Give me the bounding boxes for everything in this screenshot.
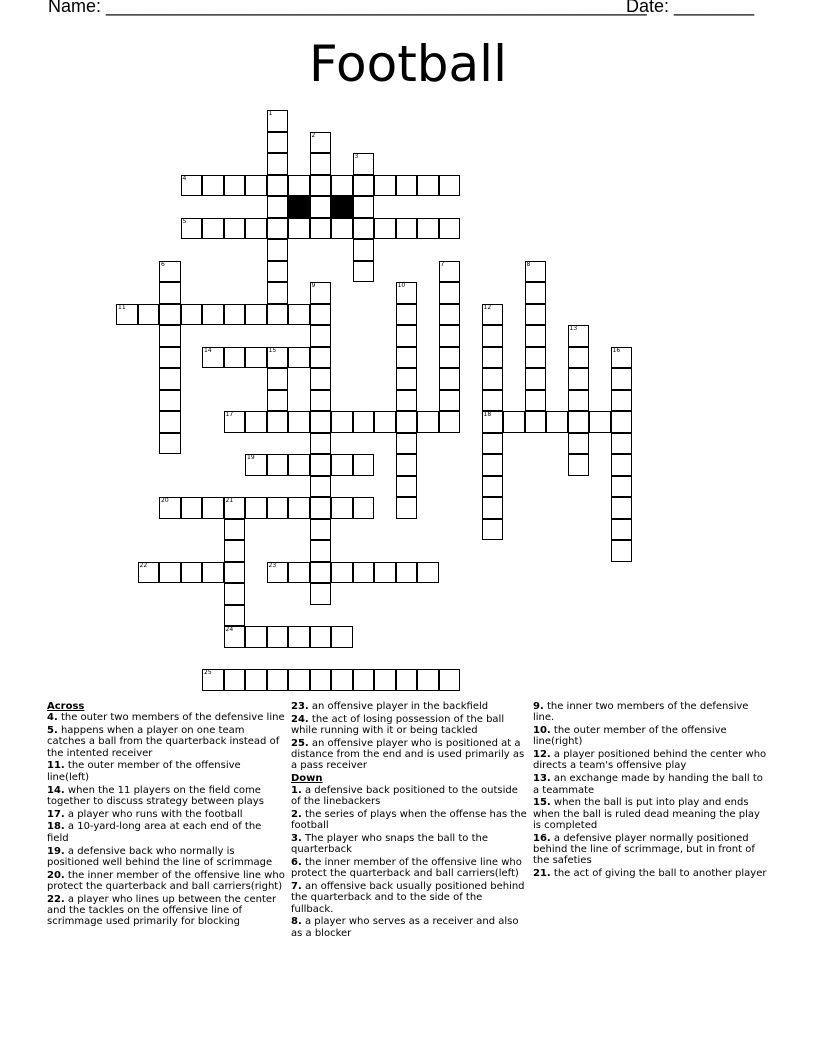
grid-cell[interactable] (310, 304, 332, 326)
grid-cell[interactable] (482, 411, 504, 433)
grid-cell[interactable] (224, 626, 246, 648)
grid-cell[interactable] (159, 368, 181, 390)
grid-cell[interactable] (482, 368, 504, 390)
grid-cell[interactable] (525, 282, 547, 304)
grid-cell[interactable] (310, 325, 332, 347)
grid-cell[interactable] (353, 261, 375, 283)
grid-cell[interactable] (310, 669, 332, 691)
down-heading: Down (291, 773, 323, 785)
grid-cell[interactable] (245, 218, 267, 240)
grid-cell[interactable] (546, 411, 568, 433)
grid-cell[interactable] (224, 304, 246, 326)
grid-cell[interactable] (288, 411, 310, 433)
date-field-label[interactable]: Date: ________ (626, 0, 755, 16)
clue-across-18: 18. a 10-yard-long area at each end of the field (47, 821, 262, 844)
grid-cell[interactable] (202, 497, 224, 519)
grid-cell[interactable] (224, 519, 246, 541)
grid-cell[interactable] (525, 368, 547, 390)
grid-cell[interactable] (310, 583, 332, 605)
black-square (288, 196, 310, 218)
grid-cell[interactable] (159, 433, 181, 455)
grid-cell[interactable] (267, 497, 289, 519)
grid-cell[interactable] (202, 562, 224, 584)
grid-cell[interactable] (611, 390, 633, 412)
grid-cell[interactable] (353, 562, 375, 584)
grid-cell[interactable] (159, 411, 181, 433)
grid-cell[interactable] (439, 368, 461, 390)
grid-cell[interactable] (310, 626, 332, 648)
clue-down-1: 1. a defensive back positioned to the outside of the linebackers (291, 784, 518, 807)
grid-cell[interactable] (245, 347, 267, 369)
grid-cell[interactable] (568, 347, 590, 369)
clue-number: 19 (247, 454, 255, 461)
grid-cell[interactable] (288, 497, 310, 519)
clue-number: 5 (182, 217, 187, 225)
clue-across-20: 20. the inner member of the offensive line who protect the quarterback and ball carriers(right) (47, 869, 285, 892)
grid-cell[interactable] (525, 325, 547, 347)
grid-cell[interactable] (525, 347, 547, 369)
grid-cell[interactable] (310, 540, 332, 562)
clue-across-23: 23. an offensive player in the backfield (291, 701, 489, 712)
grid-cell[interactable] (310, 454, 332, 476)
clue-down-3: 3. The player who snaps the ball to the quarterback (291, 832, 488, 856)
grid-cell[interactable] (245, 669, 267, 691)
grid-cell[interactable] (267, 110, 289, 132)
grid-cell[interactable] (181, 218, 203, 240)
grid-cell[interactable] (374, 218, 396, 240)
clue-number: 20 (161, 497, 169, 504)
page-title: Football (309, 35, 507, 93)
grid-cell[interactable] (116, 304, 138, 326)
clue-number: 3 (354, 153, 359, 160)
grid-cell[interactable] (181, 175, 203, 197)
clues-column-1 (47, 701, 285, 929)
grid-cell[interactable] (224, 562, 246, 584)
clue-number: 2 (311, 131, 316, 139)
grid-cell[interactable] (224, 347, 246, 369)
grid-cell[interactable] (353, 411, 375, 433)
grid-cell[interactable] (288, 218, 310, 240)
grid-cell[interactable] (267, 368, 289, 390)
grid-cell[interactable] (482, 433, 504, 455)
grid-cell[interactable] (396, 669, 418, 691)
clue-down-13: 13. an exchange made by handing the ball to a teammate (533, 773, 763, 796)
name-field-label[interactable]: Name: ______________________________________________________ (48, 0, 647, 16)
clue-across-19: 19. a defensive back who normally is positioned well behind the line of scrimmage (47, 845, 273, 868)
clue-number: 1 (268, 110, 273, 117)
grid-cell[interactable] (267, 218, 289, 240)
grid-cell[interactable] (525, 261, 547, 283)
grid-cell[interactable] (396, 282, 418, 304)
grid-cell[interactable] (310, 132, 332, 154)
grid-cell[interactable] (396, 368, 418, 390)
grid-cell[interactable] (482, 519, 504, 541)
clue-number: 12 (483, 303, 492, 311)
clue-across-22: 22. a player who lines up between the center and the tackles on the offensive line of scrimmage used primarily for blocking (47, 893, 277, 928)
grid-cell[interactable] (267, 153, 289, 175)
grid-cell[interactable] (181, 497, 203, 519)
grid-cell[interactable] (159, 261, 181, 283)
grid-cell[interactable] (310, 218, 332, 240)
grid-cell[interactable] (224, 605, 246, 627)
grid-cell[interactable] (331, 562, 353, 584)
clue-across-14: 14. when the 11 players on the field come together to discuss strategy between plays (47, 784, 264, 807)
grid-cell[interactable] (202, 304, 224, 326)
grid-cell[interactable] (310, 347, 332, 369)
grid-cell[interactable] (353, 454, 375, 476)
grid-cell[interactable] (525, 304, 547, 326)
grid-cell[interactable] (267, 282, 289, 304)
clue-number: 8 (526, 260, 531, 268)
grid-cell[interactable] (202, 347, 224, 369)
grid-cell[interactable] (482, 325, 504, 347)
grid-cell[interactable] (396, 175, 418, 197)
grid-cell[interactable] (396, 497, 418, 519)
grid-cell[interactable] (482, 347, 504, 369)
grid-cell[interactable] (396, 476, 418, 498)
grid-cell[interactable] (611, 411, 633, 433)
grid-cell[interactable] (267, 454, 289, 476)
grid-cell[interactable] (267, 261, 289, 283)
grid-cell[interactable] (331, 218, 353, 240)
grid-cell[interactable] (224, 218, 246, 240)
grid-cell[interactable] (159, 562, 181, 584)
clue-number: 22 (139, 561, 148, 569)
grid-cell[interactable] (331, 454, 353, 476)
grid-cell[interactable] (439, 261, 461, 283)
grid-cell[interactable] (267, 239, 289, 261)
grid-cell[interactable] (245, 454, 267, 476)
grid-cell[interactable] (439, 282, 461, 304)
grid-cell[interactable] (439, 325, 461, 347)
grid-cell[interactable] (374, 562, 396, 584)
grid-cell[interactable] (310, 519, 332, 541)
grid-cell[interactable] (353, 669, 375, 691)
clue-down-21: 21. the act of giving the ball to another player (533, 868, 767, 880)
grid-cell[interactable] (202, 218, 224, 240)
grid-cell[interactable] (568, 411, 590, 433)
grid-cell[interactable] (245, 304, 267, 326)
grid-cell[interactable] (568, 454, 590, 476)
grid-cell[interactable] (138, 562, 160, 584)
grid-cell[interactable] (310, 433, 332, 455)
grid-cell[interactable] (310, 368, 332, 390)
grid-cell[interactable] (159, 390, 181, 412)
clue-across-17: 17. a player who runs with the football (47, 808, 243, 820)
clue-number: 9 (311, 282, 316, 289)
grid-cell[interactable] (417, 562, 439, 584)
clue-down-6: 6. the inner member of the offensive line who protect the quarterback and ball carriers(left) (291, 856, 522, 880)
grid-cell[interactable] (568, 325, 590, 347)
clue-number: 10 (397, 282, 406, 289)
grid-cell[interactable] (439, 669, 461, 691)
grid-cell[interactable] (267, 390, 289, 412)
grid-cell[interactable] (267, 347, 289, 369)
grid-cell[interactable] (353, 239, 375, 261)
grid-cell[interactable] (310, 411, 332, 433)
grid-cell[interactable] (138, 304, 160, 326)
grid-cell[interactable] (396, 347, 418, 369)
grid-cell[interactable] (374, 175, 396, 197)
grid-cell[interactable] (245, 626, 267, 648)
grid-cell[interactable] (310, 282, 332, 304)
grid-cell[interactable] (267, 626, 289, 648)
clue-number: 17 (225, 411, 234, 418)
grid-cell[interactable] (331, 497, 353, 519)
grid-cell[interactable] (159, 304, 181, 326)
grid-cell[interactable] (267, 562, 289, 584)
grid-cell[interactable] (245, 497, 267, 519)
grid-cell[interactable] (331, 626, 353, 648)
grid-cell[interactable] (267, 196, 289, 218)
clues-column-2 (291, 701, 527, 940)
grid-cell[interactable] (525, 390, 547, 412)
grid-cell[interactable] (353, 196, 375, 218)
grid-cell[interactable] (396, 325, 418, 347)
grid-cell[interactable] (288, 626, 310, 648)
grid-cell[interactable] (224, 669, 246, 691)
clue-number: 14 (204, 346, 212, 354)
grid-cell[interactable] (374, 669, 396, 691)
grid-cell[interactable] (417, 218, 439, 240)
grid-cell[interactable] (396, 218, 418, 240)
clue-number: 16 (612, 346, 621, 354)
grid-cell[interactable] (353, 153, 375, 175)
grid-cell[interactable] (439, 390, 461, 412)
grid-cell[interactable] (310, 476, 332, 498)
grid-cell[interactable] (202, 175, 224, 197)
clue-number: 11 (118, 303, 126, 311)
grid-cell[interactable] (331, 175, 353, 197)
grid-cell[interactable] (267, 669, 289, 691)
clue-number: 15 (268, 346, 277, 354)
grid-cell[interactable] (353, 218, 375, 240)
clue-across-11: 11. the outer member of the offensive line(left) (47, 760, 241, 783)
grid-cell[interactable] (439, 175, 461, 197)
clue-down-8: 8. a player who serves as a receiver and also as a blocker (291, 916, 519, 939)
clue-number: 18 (483, 411, 492, 418)
grid-cell[interactable] (417, 175, 439, 197)
grid-cell[interactable] (310, 153, 332, 175)
clue-across-25: 25. an offensive player who is positioned at a distance from the end and is used primarily as a pass receiver (291, 737, 525, 772)
grid-cell[interactable] (181, 562, 203, 584)
grid-cell[interactable] (245, 411, 267, 433)
grid-cell[interactable] (611, 347, 633, 369)
clue-number: 25 (204, 669, 212, 676)
clue-number: 4 (182, 174, 187, 182)
grid-cell[interactable] (396, 454, 418, 476)
grid-cell[interactable] (224, 411, 246, 433)
grid-cell[interactable] (374, 411, 396, 433)
grid-cell[interactable] (439, 347, 461, 369)
grid-cell[interactable] (417, 411, 439, 433)
grid-cell[interactable] (159, 347, 181, 369)
clue-number: 21 (225, 497, 234, 504)
grid-cell[interactable] (331, 411, 353, 433)
grid-cell[interactable] (288, 669, 310, 691)
grid-cell[interactable] (439, 411, 461, 433)
grid-cell[interactable] (159, 325, 181, 347)
grid-cell[interactable] (267, 411, 289, 433)
clue-down-2: 2. the series of plays when the offense has the football (291, 808, 527, 831)
grid-cell[interactable] (482, 304, 504, 326)
grid-cell[interactable] (568, 368, 590, 390)
grid-cell[interactable] (396, 433, 418, 455)
grid-cell[interactable] (224, 497, 246, 519)
grid-cell[interactable] (396, 390, 418, 412)
grid-cell[interactable] (245, 175, 267, 197)
clue-down-12: 12. a player positioned behind the center who directs a team's offensive play (533, 749, 767, 772)
grid-cell[interactable] (568, 433, 590, 455)
grid-cell[interactable] (482, 454, 504, 476)
grid-cell[interactable] (288, 454, 310, 476)
grid-cell[interactable] (396, 304, 418, 326)
grid-cell[interactable] (396, 411, 418, 433)
grid-cell[interactable] (417, 669, 439, 691)
grid-cell[interactable] (288, 347, 310, 369)
grid-cell[interactable] (611, 454, 633, 476)
black-square (331, 196, 353, 218)
grid-cell[interactable] (267, 175, 289, 197)
clue-across-24: 24. the act of losing possession of the ball while running with it or being tackled (291, 713, 505, 737)
grid-cell[interactable] (439, 218, 461, 240)
grid-cell[interactable] (611, 476, 633, 498)
grid-cell[interactable] (396, 562, 418, 584)
clue-number: 23 (268, 561, 277, 569)
grid-cell[interactable] (224, 175, 246, 197)
grid-cell[interactable] (224, 583, 246, 605)
grid-cell[interactable] (310, 196, 332, 218)
grid-cell[interactable] (288, 175, 310, 197)
grid-cell[interactable] (353, 175, 375, 197)
grid-cell[interactable] (331, 669, 353, 691)
clue-down-15: 15. when the ball is put into play and ends when the ball is ruled dead meaning the play is completed (533, 797, 760, 831)
clues-column-3 (533, 701, 769, 881)
clue-down-16: 16. a defensive player normally positioned behind the line of scrimmage, but in front of the safeties (533, 832, 755, 867)
grid-cell[interactable] (439, 304, 461, 326)
grid-cell[interactable] (611, 433, 633, 455)
clue-across-4: 4. the outer two members of the defensive line (47, 712, 285, 724)
grid-cell[interactable] (310, 562, 332, 584)
grid-cell[interactable] (482, 497, 504, 519)
grid-cell[interactable] (310, 175, 332, 197)
grid-cell[interactable] (611, 497, 633, 519)
grid-cell[interactable] (159, 497, 181, 519)
grid-cell[interactable] (568, 390, 590, 412)
grid-cell[interactable] (353, 497, 375, 519)
grid-cell[interactable] (310, 390, 332, 412)
grid-cell[interactable] (202, 669, 224, 691)
clue-across-5: 5. happens when a player on one team catches a ball from the quarterback instead of the intented receiver (47, 725, 280, 759)
clue-number: 6 (161, 260, 165, 268)
grid-cell[interactable] (267, 132, 289, 154)
across-heading: Across (47, 701, 85, 712)
clue-number: 24 (225, 626, 234, 633)
clue-down-9: 9. the inner two members of the defensive line. (533, 701, 749, 724)
grid-cell[interactable] (503, 411, 525, 433)
grid-cell[interactable] (159, 282, 181, 304)
clue-number: 7 (440, 260, 445, 268)
clue-down-10: 10. the outer member of the offensive line(right) (533, 725, 727, 748)
clue-number: 13 (569, 325, 578, 332)
clue-down-7: 7. an offensive back usually positioned behind the quarterback and to the side of the fullback. (291, 880, 525, 915)
grid-cell[interactable] (267, 304, 289, 326)
grid-cell[interactable] (310, 497, 332, 519)
grid-cell[interactable] (181, 304, 203, 326)
grid-cell[interactable] (525, 411, 547, 433)
grid-cell[interactable] (589, 411, 611, 433)
grid-cell[interactable] (224, 540, 246, 562)
grid-cell[interactable] (482, 476, 504, 498)
grid-cell[interactable] (288, 562, 310, 584)
grid-cell[interactable] (611, 368, 633, 390)
grid-cell[interactable] (482, 390, 504, 412)
grid-cell[interactable] (611, 519, 633, 541)
grid-cell[interactable] (611, 540, 633, 562)
grid-cell[interactable] (288, 304, 310, 326)
